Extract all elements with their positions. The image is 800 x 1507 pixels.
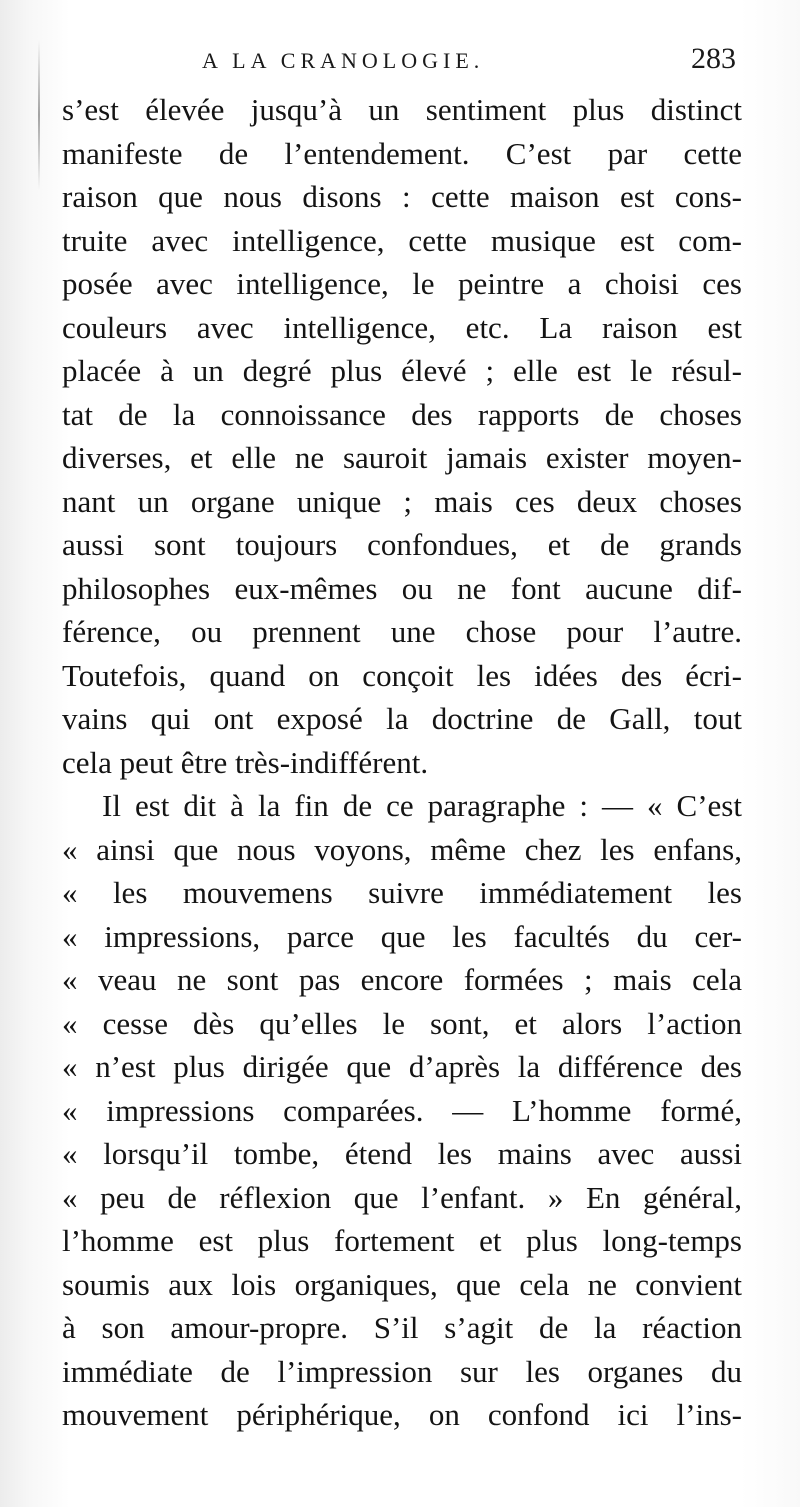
text-line: « cesse dès qu’elles le sont, et alors l’action bbox=[62, 1005, 742, 1041]
text-line: vains qui ont exposé la doctrine de Gall, tout bbox=[62, 701, 742, 736]
text-line: philosophes eux-mêmes ou ne font aucune dif- bbox=[62, 570, 742, 606]
text-line: nant un organe unique ; mais ces deux choses bbox=[62, 483, 742, 519]
text-line: placée à un degré plus élevé ; elle est le résul- bbox=[62, 353, 742, 388]
text-line: « impressions comparées. — L’homme formé, bbox=[62, 1092, 742, 1128]
running-title: A LA CRANOLOGIE. bbox=[202, 48, 485, 73]
text-line: mouvement périphérique, on confond ici l’ins- bbox=[62, 1397, 742, 1432]
text-line: raison que nous disons : cette maison est cons- bbox=[62, 179, 742, 214]
text-line: aussi sont toujours confondues, et de grands bbox=[62, 527, 742, 562]
page-number: 283 bbox=[691, 42, 736, 75]
text-line: « les mouvemens suivre immédiatement les bbox=[62, 875, 742, 910]
text-line: manifeste de l’entendement. C’est par cette bbox=[62, 135, 742, 171]
text-line: Il est dit à la fin de ce paragraphe : — « C’est bbox=[102, 788, 742, 823]
text-line: immédiate de l’impression sur les organes du bbox=[62, 1353, 742, 1389]
text-line: tat de la connoissance des rapports de choses bbox=[62, 396, 742, 432]
text-line: soumis aux lois organiques, que cela ne convient bbox=[62, 1266, 742, 1302]
text-line: s’est élevée jusqu’à un sentiment plus distinct bbox=[62, 92, 742, 127]
text-line: « impressions, parce que les facultés du cer- bbox=[62, 918, 742, 954]
binding-shadow bbox=[38, 40, 40, 190]
page-header bbox=[62, 44, 742, 84]
text-line: férence, ou prennent une chose pour l’autre. bbox=[62, 614, 742, 649]
text-line: diverses, et elle ne sauroit jamais exister moyen- bbox=[62, 440, 742, 475]
text-line: truite avec intelligence, cette musique est com- bbox=[62, 222, 742, 258]
text-line: l’homme est plus fortement et plus long-temps bbox=[62, 1223, 742, 1258]
text-line: Toutefois, quand on conçoit les idées des écri- bbox=[62, 657, 742, 693]
text-line: couleurs avec intelligence, etc. La raison est bbox=[62, 309, 742, 345]
text-line: « veau ne sont pas encore formées ; mais cela bbox=[62, 962, 742, 997]
text-line: « n’est plus dirigée que d’après la différence des bbox=[62, 1049, 742, 1084]
text-line: à son amour-propre. S’il s’agit de la réaction bbox=[62, 1310, 742, 1345]
text-line: « lorsqu’il tombe, étend les mains avec aussi bbox=[62, 1136, 742, 1171]
text-line: posée avec intelligence, le peintre a choisi ces bbox=[62, 266, 742, 301]
text-line: « ainsi que nous voyons, même chez les enfans, bbox=[62, 831, 742, 867]
text-line: cela peut être très-indifférent. bbox=[62, 744, 429, 780]
body-text bbox=[62, 88, 742, 1437]
text-line: « peu de réflexion que l’enfant. » En général, bbox=[62, 1179, 742, 1215]
